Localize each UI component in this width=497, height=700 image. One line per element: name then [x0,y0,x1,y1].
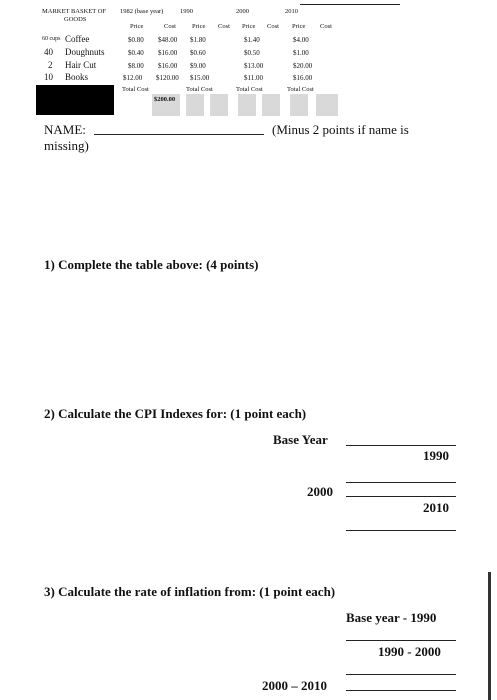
answer-box-2010-cost [316,94,338,116]
row-item: Hair Cut [65,60,97,70]
year-2010-header: 2010 [285,8,298,15]
question-2: 2) Calculate the CPI Indexes for: (1 point each) [44,406,307,421]
answer-box-2000-price [238,94,256,116]
row-price-1982: $8.00 [128,62,144,70]
subheader-price-2010: Price [292,23,306,30]
total-cost-label-2010: Total Cost [287,86,314,93]
cpi-base-year-label: Base Year [273,432,328,447]
cpi-1990-label: 1990 [423,448,449,463]
inflation-base-1990-label: Base year - 1990 [346,610,437,625]
total-cost-label-1990: Total Cost [186,86,213,93]
row-price-2010: $16.00 [293,74,313,82]
inflation-1990-2000-label: 1990 - 2000 [378,644,441,659]
redacted-box [36,85,114,115]
subheader-price-1982: Price [130,23,144,30]
answer-box-1990-price [186,94,204,116]
row-qty: 2 [48,60,53,70]
row-price-1990: $0.60 [190,49,206,57]
cpi-2000-label: 2000 [307,484,333,499]
cpi-2010-label: 2010 [423,500,449,515]
row-item: Books [65,72,89,82]
cpi-2000-answer[interactable] [346,496,456,497]
row-cost-1982: $16.00 [158,62,178,70]
total-1982-value: $200.00 [154,96,176,103]
question-3: 3) Calculate the rate of inflation from: (1 point each) [44,584,336,599]
row-cost-1982: $120.00 [156,74,179,82]
row-price-2010: $20.00 [293,62,313,70]
row-cost-1982: $48.00 [158,36,178,44]
total-cost-label-1982: Total Cost [122,86,149,93]
row-price-1982: $0.80 [128,36,144,44]
subheader-cost-2000: Cost [267,23,279,30]
subheader-price-1990: Price [192,23,206,30]
question-1: 1) Complete the table above: (4 points) [44,257,259,272]
cpi-2010-answer[interactable] [346,530,456,531]
name-input-line[interactable] [94,134,264,135]
name-missing-note: (Minus 2 points if name is [272,122,409,137]
name-missing-note-cont: missing) [44,138,89,153]
row-price-1990: $15.00 [190,74,210,82]
market-basket-header-goods: GOODS [64,16,87,23]
row-item: Coffee [65,34,90,44]
row-price-2010: $1.00 [293,49,309,57]
subheader-cost-2010: Cost [320,23,332,30]
market-basket-header: MARKET BASKET OF [42,8,107,15]
row-price-2000: $11.00 [244,74,263,82]
year-1990-header: 1990 [180,8,193,15]
subheader-price-2000: Price [242,23,256,30]
inflation-base-1990-answer[interactable] [346,640,456,641]
row-price-1982: $0.40 [128,49,144,57]
inflation-2000-2010-answer[interactable] [346,690,456,691]
row-price-1990: $9.00 [190,62,206,70]
row-cost-1982: $16.00 [158,49,178,57]
row-price-2010: $4.00 [293,36,309,44]
subheader-cost-1982: Cost [164,23,176,30]
top-rule [300,4,400,5]
row-price-2000: $13.00 [244,62,264,70]
year-2000-header: 2000 [236,8,249,15]
name-label: NAME: [44,122,86,137]
cpi-1990-answer[interactable] [346,482,456,483]
total-cost-label-2000: Total Cost [236,86,263,93]
row-price-1982: $12.00 [123,74,143,82]
scrollbar[interactable] [488,572,491,700]
row-price-2000: $1.40 [244,36,260,44]
answer-box-1990-cost [210,94,228,116]
answer-box-2000-cost [262,94,280,116]
row-item: Doughnuts [65,47,105,57]
subheader-cost-1990: Cost [218,23,230,30]
row-qty: 60 cups [42,36,61,42]
row-price-2000: $0.50 [244,49,260,57]
inflation-2000-2010-label: 2000 – 2010 [262,678,327,693]
cpi-base-year-answer[interactable] [346,445,456,446]
row-qty: 40 [44,47,53,57]
year-1982-header: 1982 (base year) [120,8,164,15]
answer-box-2010-price [290,94,308,116]
row-price-1990: $1.80 [190,36,206,44]
row-qty: 10 [44,72,53,82]
inflation-1990-2000-answer[interactable] [346,674,456,675]
